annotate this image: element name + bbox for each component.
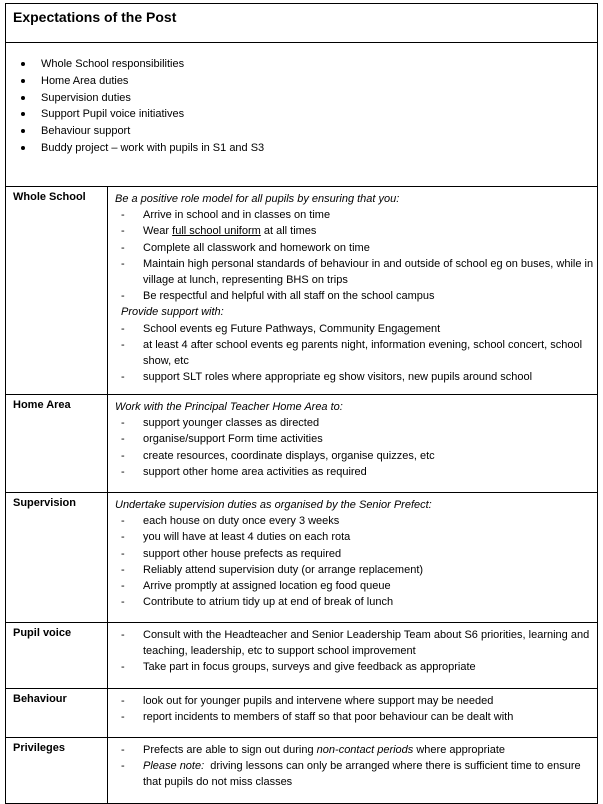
whole-school-list bbox=[115, 207, 597, 304]
expectations-table bbox=[5, 3, 598, 804]
list-item: - Maintain high personal standards of behaviour in and outside of school eg on buses, while in village at lunch, representing BHS on trips bbox=[115, 256, 597, 288]
list-item: - at least 4 after school events eg parents night, information evening, school concert, school show, etc bbox=[115, 337, 597, 369]
responsibilities-list bbox=[19, 56, 597, 157]
list-item: Behaviour support bbox=[19, 123, 597, 140]
row-label: Supervision bbox=[6, 493, 108, 623]
list-item: - School events eg Future Pathways, Community Engagement bbox=[115, 321, 597, 337]
responsibilities-row bbox=[6, 43, 598, 187]
list-item: - look out for younger pupils and intervene where support may be needed bbox=[115, 693, 597, 709]
pupil-voice-row bbox=[6, 623, 598, 689]
section-intro: Provide support with: bbox=[121, 306, 224, 319]
list-item: - support younger classes as directed bbox=[115, 415, 597, 431]
pupil-voice-list bbox=[115, 627, 597, 676]
list-item: - each house on duty once every 3 weeks bbox=[115, 513, 597, 529]
title-row bbox=[6, 4, 598, 43]
supervision-row bbox=[6, 493, 598, 623]
underlined-text: full school uniform bbox=[172, 225, 261, 238]
list-item: Support Pupil voice initiatives bbox=[19, 106, 597, 123]
list-item: - Complete all classwork and homework on time bbox=[115, 240, 597, 256]
italic-text: Please note: bbox=[143, 760, 205, 773]
list-item: Supervision duties bbox=[19, 90, 597, 107]
list-item: - Reliably attend supervision duty (or arrange replacement) bbox=[115, 562, 597, 578]
list-item: - you will have at least 4 duties on each rota bbox=[115, 529, 597, 545]
support-list bbox=[115, 321, 597, 386]
list-item: - Contribute to atrium tidy up at end of break of lunch bbox=[115, 594, 597, 610]
list-item: - create resources, coordinate displays, organise quizzes, etc bbox=[115, 448, 597, 464]
italic-text: non-contact periods bbox=[316, 744, 414, 756]
row-label: Behaviour bbox=[6, 689, 108, 738]
section-intro: Work with the Principal Teacher Home Area to: bbox=[115, 401, 343, 413]
list-item: - Consult with the Headteacher and Senior Leadership Team about S6 priorities, learning and teaching, leadership, etc to support school improvement bbox=[115, 627, 597, 659]
list-item: - report incidents to members of staff so that poor behaviour can be dealt with bbox=[115, 709, 597, 725]
behaviour-list bbox=[115, 693, 597, 725]
list-item: - support other home area activities as required bbox=[115, 464, 597, 480]
list-item: - support SLT roles where appropriate eg show visitors, new pupils around school bbox=[115, 369, 597, 385]
supervision-list bbox=[115, 513, 597, 610]
row-label: Pupil voice bbox=[6, 623, 108, 689]
list-item: - organise/support Form time activities bbox=[115, 431, 597, 447]
home-area-list bbox=[115, 415, 597, 480]
list-item: - Arrive promptly at assigned location eg food queue bbox=[115, 578, 597, 594]
row-label: Whole School bbox=[6, 187, 108, 395]
section-intro: Undertake supervision duties as organised by the Senior Prefect: bbox=[115, 499, 432, 511]
list-item: - Take part in focus groups, surveys and give feedback as appropriate bbox=[115, 659, 597, 675]
whole-school-row bbox=[6, 187, 598, 395]
list-item: Buddy project – work with pupils in S1 and S3 bbox=[19, 140, 597, 157]
section-intro: Be a positive role model for all pupils by ensuring that you: bbox=[115, 193, 400, 205]
list-item: - support other house prefects as required bbox=[115, 546, 597, 562]
page-title: Expectations of the Post bbox=[13, 9, 177, 25]
privileges-row bbox=[6, 738, 598, 804]
list-item: Home Area duties bbox=[19, 73, 597, 90]
list-item: - Be respectful and helpful with all staff on the school campus bbox=[115, 288, 597, 304]
row-label: Privileges bbox=[6, 738, 108, 804]
list-item: - Prefects are able to sign out during non-contact periods where appropriate bbox=[115, 742, 597, 758]
list-item: - Arrive in school and in classes on time bbox=[115, 207, 597, 223]
home-area-row bbox=[6, 395, 598, 493]
list-item: Whole School responsibilities bbox=[19, 56, 597, 73]
row-label: Home Area bbox=[6, 395, 108, 493]
list-item: - Wear full school uniform at all times bbox=[115, 223, 597, 239]
behaviour-row bbox=[6, 689, 598, 738]
privileges-list bbox=[115, 742, 597, 791]
list-item: - Please note: driving lessons can only be arranged where there is sufficient time to ensure that pupils do not miss classes bbox=[115, 758, 597, 790]
